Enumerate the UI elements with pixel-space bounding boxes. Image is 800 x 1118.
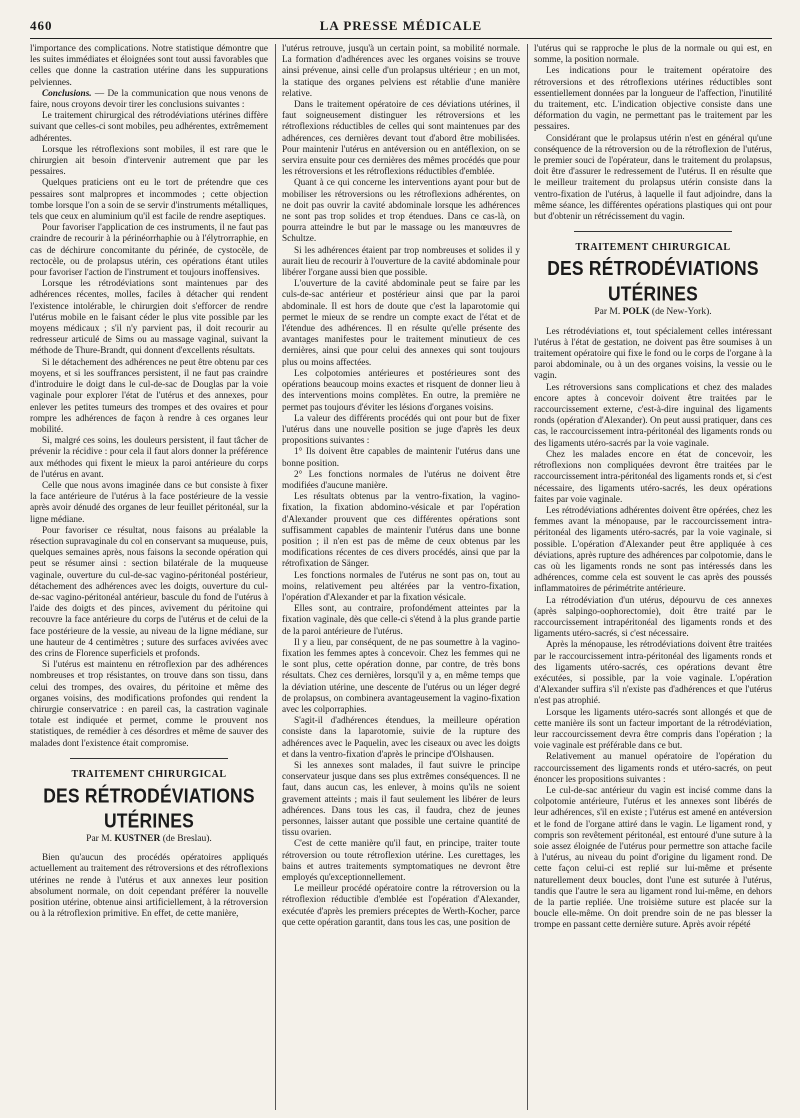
paragraph: Celle que nous avons imaginée dans ce but consiste à fixer la face antérieure de l'utérus à la face postérieure de la vessie après avoir dénudé des organes de leur feuillet péritonéal, sur la ligne médiane.	[30, 480, 268, 525]
paragraph: Après la ménopause, les rétrodéviations doivent être traitées par le raccourcissement intra-péritonéal des ligaments ronds et des ligaments utéro-sacrés, ces opérations devant être exécutées, si possible, par la voie vaginale. L'opération d'Alexander suffira s'il n'existe pas d'adhérences et que l'utérus n'est pas atrophié.	[534, 640, 772, 707]
paragraph: Lorsque les rétrodéviations sont maintenues par des adhérences récentes, molles, faciles à détacher qui rendent l'existence intolérable, le chirurgien doit s'efforcer de rendre l'utérus mobile en le faisant céder le plus vite possible par les moyens médicaux ; s'il n'y parvient pas, il doit recourir au redresseur articulé de Sims ou au massage vaginal, suivant la méthode de Thure-Brandt, qui donnent d'excellents résultats.	[30, 279, 268, 357]
paragraph: Dans le traitement opératoire de ces déviations utérines, il faut soigneusement distinguer les rétroversions et les rétroflexions réductibles de celles qui sont maintenues par des adhérences, ces dernières devant tout d'abord être mobilisées. Pour maintenir l'utérus en antéversion ou en antéflexion, on se servira ensuite pour ces dernières des mêmes procédés que pour les rétroversions et les rétroflexions réductibles d'emblée.	[282, 100, 520, 178]
paragraph: l'utérus retrouve, jusqu'à un certain point, sa mobilité normale. La formation d'adhérences avec les organes voisins se trouve ainsi prévenue, ainsi celle d'un prolapsus ultérieur ; en un mot, la statique des organes pelviens est rétablie d'une manière relative.	[282, 44, 520, 99]
paragraph: Les rétroversions sans complications et chez des malades encore aptes à concevoir doivent être traitées par le raccourcissement externe, c'est-à-dire inguinal des ligaments ronds (opération d'Alexander). On peut aussi pratiquer, dans ces cas, le raccourcissement intra-péritonéal des ligaments ronds ou des ligaments utéro-sacrés par la voie vaginale.	[534, 382, 772, 449]
byline-prefix: Par M.	[594, 307, 623, 318]
byline-suffix: (de New-York).	[649, 307, 712, 318]
paragraph: Chez les malades encore en état de concevoir, les rétroflexions non compliquées devront être traitées par le raccourcissement intra-péritonéal des ligaments ronds et, si c'est nécessaire, des ligaments utéro-sacrés, les deux opérations faites par voie vaginale.	[534, 449, 772, 505]
paragraph: Les indications pour le traitement opératoire des rétroversions et des rétroflexions utérines réductibles sont essentiellement données par la longueur de l'affection, l'inutilité du traitement, etc. L'indication objective consiste dans une déformation du vagin, ne permettant pas le traitement par les pessaires.	[534, 66, 772, 133]
paragraph: L'ouverture de la cavité abdominale peut se faire par les culs-de-sac antérieur et postérieur ainsi que par la paroi abdominale. Il est hors de doute que c'est la laparotomie qui permet le mieux de se rendre un compte exact de l'état et de l'étendue des adhérences. Il en résulte qu'elle présente des avantages manifestes pour le traitement minutieux de ces dernières, ainsi que pour celui des annexes qui sont toujours plus ou moins affectées.	[282, 279, 520, 368]
paragraph: 2° Les fonctions normales de l'utérus ne doivent être modifiées d'aucune manière.	[282, 469, 520, 491]
byline	[534, 307, 772, 318]
paragraph: Les fonctions normales de l'utérus ne sont pas on, tout au moins, relativement peu altérées par la ventro-fixation, l'opération d'Alexander et par la fixation vésicale.	[282, 570, 520, 603]
paragraph: Le traitement chirurgical des rétrodéviations utérines diffère suivant que celles-ci sont mobiles, peu adhérentes, extrêmement adhérentes.	[30, 111, 268, 144]
column-2	[275, 44, 520, 1110]
paragraph-conclusions	[30, 89, 268, 111]
text-columns	[30, 44, 772, 1110]
paragraph: Si l'utérus est maintenu en rétroflexion par des adhérences nombreuses et trop résistantes, on trouve dans son tissu, dans celui des trompes, des ovaires, du péritoine et même des organes voisins, des modifications profondes qui rendent la chirurgie conservatrice : en pareil cas, la castration vaginale totale est indiquée et permet, comme le prouvent nos statistiques, de remédier à ces désordres et même de sauver des malades dont l'existence était compromise.	[30, 660, 268, 749]
paragraph: La rétrodéviation d'un utérus, dépourvu de ces annexes (après salpingo-oophorectomie), doit être traité par le raccourcissement intrapéritonéal des ligaments ronds et des ligaments utéro-sacrés, si c'est nécessaire.	[534, 595, 772, 640]
paragraph: Les rétrodéviations adhérentes doivent être opérées, chez les femmes avant la ménopause, par le raccourcissement intra-péritonéal des ligaments utéro-sacrés, par la voie vaginale, si possible. L'opération d'Alexander peut être appliquée à ces déviations, après rupture des adhérences par colpotomie, dans le cas où les ligaments ronds ne sont pas intéressés dans les adhérences, comme cela est souvent le cas après des poussés inflammatoires de périmétrite antérieure.	[534, 505, 772, 595]
paragraph: Le meilleur procédé opératoire contre la rétroversion ou la rétroflexion réductible d'emblée est l'opération d'Alexander, exécutée d'après les premiers préceptes de Werth-Kocher, parce que cette opération garantit, dans tous les cas, une position de	[282, 884, 520, 928]
article-title: DES RÉTRODÉVIATIONS UTÉRINES	[547, 257, 759, 306]
section-divider	[574, 231, 732, 232]
section-divider	[70, 758, 228, 759]
byline-author: POLK	[622, 307, 650, 318]
paragraph: C'est de cette manière qu'il faut, en principe, traiter toute rétroversion ou toute rétroflexion utérine. Les curettages, les bains et autres traitements symptomatiques ne devront être employés qu'exceptionnellement.	[282, 839, 520, 884]
byline-author: KUSTNER	[114, 834, 161, 844]
paragraph: Les résultats obtenus par la ventro-fixation, la vagino-fixation, la fixation abdomino-vésicale et par l'opération d'Alexander prouvent que ces différentes opérations sont suffisamment capables de maintenir l'utérus dans une bonne position ; il n'en est pas de même de ceux obtenus par les modifications récentes de ces divers procédés, ainsi que par la rétrofixation de Sänger.	[282, 492, 520, 570]
paragraph: Si les annexes sont malades, il faut suivre le principe conservateur jusque dans ses plus extrêmes conséquences. Il ne faut, dans aucun cas, les enlever, à moins qu'ils ne soient gravement atteints ; mais il faut seulement les libérer de leurs adhérences. Dans tous les cas, il faudra, chez de jeunes personnes, laisser autant que possible une certaine quantité de tissu ovarien.	[282, 761, 520, 839]
paragraph: l'utérus qui se rapproche le plus de la normale ou qui est, en somme, la position normale.	[534, 44, 772, 66]
paragraph: Si les adhérences étaient par trop nombreuses et solides il y aurait lieu de recourir à l'ouverture de la cavité abdominale pour libérer l'organe aussi bien que possible.	[282, 245, 520, 279]
article-title: DES RÉTRODÉVIATIONS UTÉRINES	[43, 783, 255, 833]
paragraph: Quant à ce qui concerne les interventions ayant pour but de mobiliser les rétroversions ou les rétroflexions adhérentes, on ne doit pas ouvrir la cavité abdominale lorsque les adhérences ne sont pas trop solides et trop étendues. Dans ce cas-là, on pourra atteindre le but par le massage ou les manœuvres de Schultze.	[282, 178, 520, 245]
paragraph: 1° Ils doivent être capables de maintenir l'utérus dans une bonne position.	[282, 447, 520, 469]
paragraph: Pour favoriser ce résultat, nous faisons au préalable la résection supravaginale du col en conservant sa muqueuse, puis, quelques semaines après, nous faisons la seconde opération qui peut se résumer ainsi : section bilatérale de la muqueuse vaginale, ouverture du cul-de-sac vagino-péritonéal postérieur, détachement des adhérences avec les doigts, ouverture du cul-de-sac vagino-péritonéal antérieur, bascule du fond de l'utérus à l'aide des doigts et des pinces, avivement du péritoine qui recouvre la face antérieure du corps de l'utérus et de celui de la face postérieure de la vessie, au niveau de la ligne médiane, sur une hauteur de 4 centimètres ; suture des surfaces avivées avec des crins de Florence superficiels et profonds.	[30, 525, 268, 659]
paragraph: Il y a lieu, par conséquent, de ne pas soumettre à la vagino-fixation les femmes aptes à concevoir. Chez les femmes qui ne le sont plus, cette opération donne, par contre, de très bons résultats. Chez ces dernières, lorsqu'il y a, en même temps que la déviation utérine, une descente de l'utérus ou un léger degré de prolapsus, on combinera avantageusement la vagino-fixation avec les colporraphies.	[282, 637, 520, 715]
paragraph: Elles sont, au contraire, profondément atteintes par la fixation vaginale, dès que celle-ci s'étend à la plus grande partie de la paroi antérieure de l'utérus.	[282, 604, 520, 637]
section-kicker: TRAITEMENT CHIRURGICAL	[71, 768, 227, 780]
running-head	[30, 18, 772, 39]
paragraph: Les colpotomies antérieures et postérieures sont des opérations beaucoup moins exactes et risquent de donner lieu à des interventions moins complètes. En outre, la première ne permet pas toujours d'éviter les lésions d'organes voisins.	[282, 368, 520, 413]
paragraph: Si le détachement des adhérences ne peut être obtenu par ces moyens, et si les souffrances persistent, il ne faut pas craindre d'introduire le doigt dans le cul-de-sac de Douglas par la voie vaginale pour explorer l'état de l'utérus et des annexes, pour enlever les petites tumeurs des trompes et des ovaires et pour rompre les adhérences de façon à rendre à ces organes leur mobilité.	[30, 357, 268, 435]
page-number: 460	[30, 18, 53, 33]
paragraph: Lorsque les rétroflexions sont mobiles, il est rare que le chirurgien ait besoin d'intervenir autrement que par les pessaires.	[30, 144, 268, 178]
paragraph: l'importance des complications. Notre statistique démontre que les suites immédiates et éloignées sont tout aussi favorables que celles que donne la castration utérine dans les suppurations pelviennes.	[30, 44, 268, 88]
paragraph: Lorsque les ligaments utéro-sacrés sont allongés et que de cette manière ils sont un facteur important de la rétrodéviation, leur raccourcissement devra être compris dans l'opération ; la voie vaginale est préférable dans ce but.	[534, 707, 772, 752]
paragraph: Quelques praticiens ont eu le tort de prétendre que ces pessaires sont malpropres et incommodes ; cette objection tombe lorsque l'on a soin de se servir d'instruments métalliques, tels que ceux en aluminium qu'il est facile de rendre aseptiques.	[30, 178, 268, 223]
paragraph: Le cul-de-sac antérieur du vagin est incisé comme dans la colpotomie antérieure, l'utérus et les annexes sont libérés de leur adhérences, s'il en existe ; l'utérus est amené en antéversion et le fond de l'organe attiré dans le vagin. Le ligament rond, y compris son revêtement péritonéal, est entouré d'une suture à la soie assez éloignée de l'utérus pour permettre son attache facile à l'utérus, au niveau du point d'origine du ligament rond. De cette façon celui-ci est replié sur lui-même et présente naturellement deux boucles, dont l'une est suturée à l'utérus, tandis que l'autre le sera au ligament rond lui-même, en dehors de la partie repliée. Une troisième suture est placée sur la boucle elle-même. On doit prendre soin de ne pas blesser la trompe en passant cette dernière suture. Après avoir répété	[534, 785, 772, 931]
byline-prefix: Par M.	[86, 834, 115, 844]
column-3	[527, 44, 772, 1110]
journal-title: LA PRESSE MÉDICALE	[319, 18, 483, 33]
paragraph: La valeur des différents procédés qui ont pour but de fixer l'utérus dans une nouvelle position se juge d'après les deux propositions suivantes :	[282, 413, 520, 447]
column-1	[30, 44, 268, 1110]
byline	[30, 834, 268, 845]
conclusions-label: Conclusions.	[42, 88, 92, 99]
byline-suffix: (de Breslau).	[160, 834, 212, 844]
paragraph: S'agit-il d'adhérences étendues, la meilleure opération consiste dans la laparotomie, suivie de la rupture des adhérences avec le Paquelin, avec les ciseaux ou avec les doigts et dans la ventro-fixation d'après le principe d'Olshausen.	[282, 716, 520, 760]
paragraph: Les rétrodéviations et, tout spécialement celles intéressant l'utérus à l'état de gestation, ne doivent pas être soumises à un traitement opératoire qui fixe le fond ou le corps de l'organe à la paroi abdominale, ou à un des organes voisins, la vessie ou le vagin.	[534, 326, 772, 382]
paragraph: Si, malgré ces soins, les douleurs persistent, il faut tâcher de prévenir la récidive : pour cela il faut alors donner la préférence aux méthodes qui fixent le mieux la paroi antérieure du corps de l'utérus en avant.	[30, 436, 268, 480]
conclusions-text: — De la communication que nous venons de faire, nous croyons devoir tirer les conclusions suivantes :	[30, 88, 268, 111]
paragraph: Considérant que le prolapsus utérin n'est en général qu'une conséquence de la rétroversion ou de la rétroflexion de l'utérus, le premier souci de l'opérateur, dans le traitement du prolapsus, doit être d'assurer le redressement de l'utérus. Il en résulte que le meilleur traitement du prolapsus utérin consiste dans la ventro-fixation de l'utérus, à laquelle il faut adjoindre, dans la même séance, les différentes opérations plastiques qui ont pour but d'obtenir un rétrécissement du vagin.	[534, 133, 772, 223]
paragraph: Pour favoriser l'application de ces instruments, il ne faut pas craindre de recourir à la périnéorrhaphie ou à l'élytrorraphie, en cas de déchirure concomitante du périnée, de cystocèle, de rectocèle, ou de prolapsus utérin, ces opérations étant utiles pour favoriser l'action de l'instrument et toujours inoffensives.	[30, 223, 268, 279]
paragraph: Relativement au manuel opératoire de l'opération du raccourcissement des ligaments ronds et utéro-sacrés, on peut énoncer les propositions suivantes :	[534, 752, 772, 785]
paragraph: Bien qu'aucun des procédés opératoires appliqués actuellement au traitement des rétroversions et des rétroflexions utérines ne rende à l'utérus et aux annexes leur position absolument normale, on doit cependant préférer la nouvelle position utérine, obtenue ainsi artificiellement, à la rétroversion ou à la rétroflexion primitive. En effet, de cette manière,	[30, 853, 268, 920]
section-kicker: TRAITEMENT CHIRURGICAL	[575, 242, 731, 254]
